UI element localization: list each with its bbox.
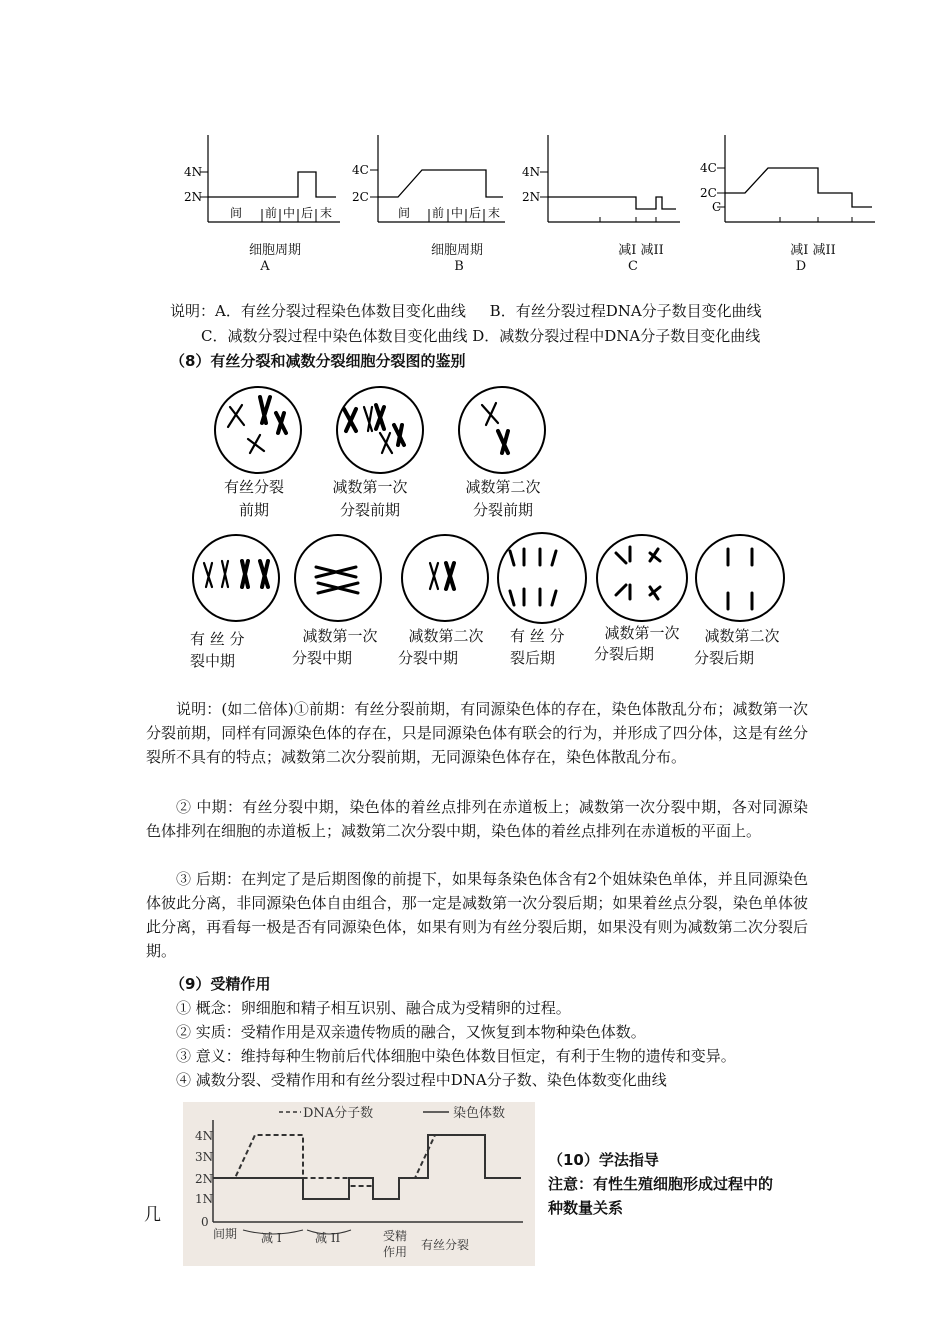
- cell-caption: 有丝分裂: [223, 478, 284, 496]
- graph-c: [522, 135, 680, 222]
- paragraph-metaphase: ② 中期：有丝分裂中期，染色体的着丝点排列在赤道板上；减数第一次分裂中期，各对同源染色体排列在细胞的赤道板上；减数第二次分裂中期，染色体的着丝点排列在赤道板的平面上。: [146, 798, 808, 840]
- graph-b-ytick-hi: 4C: [352, 163, 369, 177]
- paragraph-anaphase: ③ 后期：在判定了是后期图像的前提下，如果每条染色体含有2个姐妹染色单体，并且同源染色体彼此分离，非同源染色体自由组合，那一定是减数第一次分裂后期；如果着丝点分裂，染色单体彼此分离，再看每一极是否有同源染色体，如果有则为有丝分裂后期，如果没有则为减数第二次分裂后期。: [146, 870, 808, 960]
- graph-d-letter: D: [795, 259, 807, 274]
- cell-caption: 前期: [238, 501, 269, 519]
- cell-caption: 减数第一次: [332, 478, 408, 496]
- graph-a-phase: 中: [283, 206, 296, 220]
- cell-meiosis1-prophase: [337, 387, 423, 473]
- graph-c-ytick-hi: 4N: [522, 165, 541, 179]
- prefix-ji: 几: [144, 1205, 161, 1225]
- cell-mitosis-anaphase: [498, 533, 586, 623]
- dna-chromosome-chart: [183, 1102, 535, 1266]
- graph-a-phase: 末: [320, 206, 333, 220]
- legend-chromosome: 染色体数: [453, 1106, 506, 1121]
- ytick: 1N: [195, 1192, 214, 1206]
- cell-caption: 减数第一次: [302, 627, 378, 645]
- xlabel: 受精: [383, 1229, 408, 1243]
- cell-caption: 减数第一次: [604, 624, 680, 642]
- heading-10: （10）学法指导: [548, 1151, 659, 1169]
- legend-dna: DNA分子数: [303, 1106, 374, 1121]
- cell-caption: 有 丝 分: [190, 630, 245, 648]
- xlabel: 有丝分裂: [421, 1238, 470, 1252]
- graph-b-phase: 前: [432, 206, 445, 220]
- graph-d-ytick-lo: 2C: [700, 186, 717, 200]
- ytick: 3N: [195, 1150, 214, 1164]
- graph-a-xlabel: 细胞周期: [248, 243, 301, 258]
- graph-a-phase: 后: [301, 206, 314, 220]
- cell-caption: 裂中期: [190, 652, 236, 670]
- graph-c-xlabel: 减I 减II: [618, 243, 664, 258]
- note-10-line-2: 种数量关系: [548, 1199, 624, 1217]
- fertilization-significance: ③ 意义：维持每种生物前后代体细胞中染色体数目恒定，有利于生物的遗传和变异。: [176, 1047, 736, 1065]
- cell-meiosis2-prophase: [459, 387, 545, 473]
- cell-caption: 分裂中期: [398, 649, 459, 667]
- graph-b-phase: 后: [469, 206, 482, 220]
- graph-b-phase: 间: [398, 206, 411, 220]
- fertilization-essence: ② 实质：受精作用是双亲遗传物质的融合，又恢复到本物种染色体数。: [176, 1023, 646, 1041]
- xlabel: 减 I: [261, 1231, 282, 1245]
- graph-c-letter: C: [628, 259, 638, 274]
- graph-b: [352, 135, 505, 222]
- graph-b-xlabel: 细胞周期: [430, 243, 483, 258]
- heading-9: （9）受精作用: [170, 975, 271, 993]
- cell-caption: 分裂中期: [292, 649, 353, 667]
- graph-d-ytick-hi: 4C: [700, 161, 717, 175]
- graph-note-line-1: 说明：A．有丝分裂过程染色体数目变化曲线 B．有丝分裂过程DNA分子数目变化曲线: [170, 302, 762, 320]
- paragraph-prophase: 说明：(如二倍体)①前期：有丝分裂前期，有同源染色体的存在，染色体散乱分布；减数第一次分裂前期，同样有同源染色体的存在，只是同源染色体有联会的行为，并形成了四分体，这是有丝分裂所不具有的特点；减数第二次分裂前期，无同源染色体存在，染色体散乱分布。: [146, 700, 808, 766]
- cell-caption: 分裂后期: [694, 649, 755, 667]
- cell-caption: 减数第二次: [408, 627, 484, 645]
- cell-caption: 减数第二次: [704, 627, 780, 645]
- heading-8: （8）有丝分裂和减数分裂细胞分裂图的鉴别: [170, 352, 466, 370]
- graph-b-phase: 中: [451, 206, 464, 220]
- graph-a-phase: 间: [230, 206, 243, 220]
- graph-a-ytick-hi: 4N: [184, 165, 203, 179]
- cell-caption: 减数第二次: [465, 478, 541, 496]
- cell-meiosis1-anaphase: [597, 535, 687, 621]
- graph-b-phase: 末: [488, 206, 501, 220]
- graph-b-ytick-lo: 2C: [352, 190, 369, 204]
- graph-note-line-2: C．减数分裂过程中染色体数目变化曲线 D．减数分裂过程中DNA分子数目变化曲线: [201, 327, 761, 345]
- graph-d-xlabel: 减I 减II: [790, 243, 836, 258]
- cell-caption: 分裂前期: [339, 501, 400, 519]
- graph-a-letter: A: [260, 259, 270, 274]
- xlabel: 减 II: [315, 1231, 341, 1245]
- ytick: 2N: [195, 1172, 214, 1186]
- graph-a-phase: 前: [265, 206, 278, 220]
- cell-meiosis2-anaphase: [696, 535, 784, 621]
- graph-d: [700, 135, 875, 222]
- note-10-line-1: 注意：有性生殖细胞形成过程中的: [548, 1175, 774, 1193]
- ytick: 4N: [195, 1129, 214, 1143]
- xlabel: 作用: [383, 1245, 408, 1259]
- xlabel: 间期: [213, 1227, 238, 1241]
- fertilization-concept: ① 概念：卵细胞和精子相互识别、融合成为受精卵的过程。: [176, 999, 571, 1017]
- cell-meiosis1-metaphase: [295, 535, 381, 621]
- graph-c-ytick-lo: 2N: [522, 190, 541, 204]
- graph-a-ytick-lo: 2N: [184, 190, 203, 204]
- cell-mitosis-prophase: [215, 387, 301, 473]
- graph-b-letter: B: [454, 259, 464, 274]
- graph-d-ytick-low2: C: [712, 200, 722, 214]
- cell-meiosis2-metaphase: [402, 535, 488, 621]
- ytick: 0: [201, 1215, 209, 1229]
- cell-caption: 裂后期: [510, 649, 556, 667]
- fertilization-curve-note: ④ 减数分裂、受精作用和有丝分裂过程中DNA分子数、染色体数变化曲线: [176, 1071, 667, 1089]
- cell-caption: 分裂后期: [594, 645, 655, 663]
- cell-caption: 有 丝 分: [510, 627, 565, 645]
- graph-a: [184, 135, 340, 222]
- cell-caption: 分裂前期: [472, 501, 533, 519]
